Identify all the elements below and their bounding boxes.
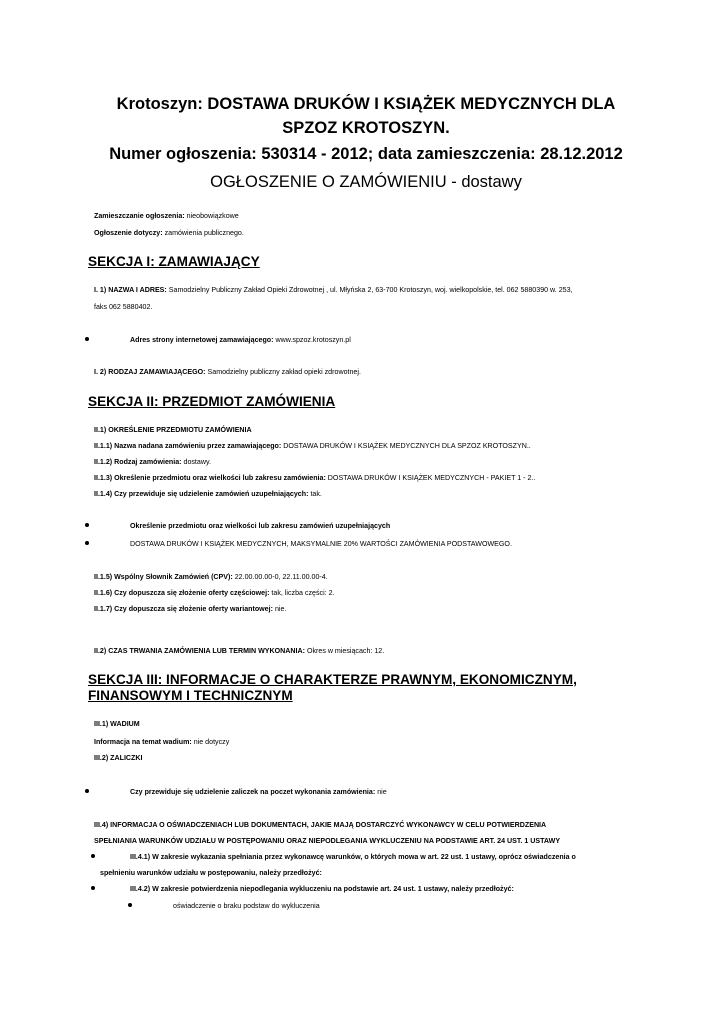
- row-ii-1-5-label: II.1.5) Wspólny Słownik Zamówień (CPV):: [94, 573, 233, 581]
- row-iii-4-line-1: [94, 820, 546, 830]
- fax-row: faks 062 5880402.: [94, 303, 153, 311]
- supplementary-value: DOSTAWA DRUKÓW I KSIĄŻEK MEDYCZNYCH, MAKSYMALNIE 20% WARTOŚCI ZAMÓWIENIA PODSTAWOWEGO.: [130, 540, 512, 548]
- type-value: Samodzielny publiczny zakład opieki zdrowotnej.: [207, 368, 361, 376]
- row-ii-1-4-label: II.1.4) Czy przewiduje się udzielenie zamówień uzupełniających:: [94, 490, 309, 498]
- bullet-icon: [85, 523, 89, 527]
- row-iii-4-line-2-text: SPEŁNIANIA WARUNKÓW UDZIAŁU W POSTĘPOWANIU ORAZ NIEPODLEGANIA WYKLUCZENIU NA PODSTAWIE ART. 24 UST. 1 USTAWY: [94, 837, 561, 845]
- row-ii-1-3: [94, 473, 535, 483]
- supplementary-heading-text: Określenie przedmiotu oraz wielkości lub zakresu zamówień uzupełniających: [130, 522, 391, 530]
- row-ii-1-2-value: dostawy.: [183, 458, 211, 466]
- row-iii-2-text: III.2) ZALICZKI: [94, 754, 143, 762]
- row-ii-1-2-label: II.1.2) Rodzaj zamówienia:: [94, 458, 182, 466]
- advance-row: [130, 787, 387, 797]
- row-ii-1-1-value: DOSTAWA DRUKÓW I KSIĄŻEK MEDYCZNYCH DLA SPZOZ KROTOSZYN..: [283, 442, 531, 450]
- row-ii-1-4: [94, 489, 322, 499]
- row-iii-4-line-1-text: III.4) INFORMACJA O OŚWIADCZENIACH LUB DOKUMENTACH, JAKIE MAJĄ DOSTARCZYĆ WYKONAWCY W CELU POTWIERDZENIA: [94, 821, 547, 829]
- website-value: www.spzoz.krotoszyn.pl: [275, 336, 351, 344]
- row-iii-4-1-line-2-text: spełnieniu warunków udziału w postępowaniu, należy przedłożyć:: [100, 869, 322, 877]
- placement-value: nieobowiązkowe: [186, 212, 239, 220]
- name-address-label: I. 1) NAZWA I ADRES:: [94, 286, 167, 294]
- row-ii-1-1-label: II.1.1) Nazwa nadana zamówieniu przez zamawiającego:: [94, 442, 282, 450]
- wadium-row: [94, 737, 229, 747]
- wadium-value: nie dotyczy: [193, 738, 230, 746]
- row-iii-4-1-line-1: [130, 852, 576, 862]
- bullet-icon: [85, 541, 89, 545]
- bullet-icon: [128, 903, 132, 907]
- row-iii-4-1-line-1-text: III.4.1) W zakresie wykazania spełniania przez wykonawcę warunków, o których mowa w art. 22 ust. 1 ustawy, oprócz oświadczenia o: [130, 853, 576, 861]
- concerns-value: zamówienia publicznego.: [164, 229, 244, 237]
- announcement-type: OGŁOSZENIE O ZAMÓWIENIU - dostawy: [210, 173, 522, 191]
- document-title: [80, 92, 652, 140]
- supplementary-heading: [130, 521, 390, 531]
- row-ii-1-6-label: II.1.6) Czy dopuszcza się złożenie oferty częściowej:: [94, 589, 270, 597]
- row-ii-1-2: [94, 457, 211, 467]
- subject-heading-text: II.1) OKREŚLENIE PRZEDMIOTU ZAMÓWIENIA: [94, 426, 252, 434]
- announcement-number: Numer ogłoszenia: 530314 - 2012; data zamieszczenia: 28.12.2012: [109, 145, 623, 163]
- subject-heading: [94, 425, 252, 435]
- row-ii-1-7-value: nie.: [274, 605, 287, 613]
- type-label: I. 2) RODZAJ ZAMAWIAJĄCEGO:: [94, 368, 206, 376]
- row-iii-4-2: [130, 884, 514, 894]
- wadium-label: Informacja na temat wadium:: [94, 738, 192, 746]
- website-label: Adres strony internetowej zamawiającego:: [130, 336, 274, 344]
- type-row: [94, 367, 361, 377]
- bullet-icon: [85, 789, 89, 793]
- row-ii-1-5: [94, 572, 328, 582]
- row-iii-1: [94, 719, 140, 729]
- bullet-icon: [85, 337, 89, 341]
- row-ii-1-1: [94, 441, 531, 451]
- row-ii-2-value: Okres w miesiącach: 12.: [306, 647, 385, 655]
- placement-row: [94, 211, 239, 221]
- concerns-label: Ogłoszenie dotyczy:: [94, 229, 163, 237]
- section-3-heading-line-2: FINANSOWYM I TECHNICZNYM: [88, 688, 293, 703]
- row-iii-1-text: III.1) WADIUM: [94, 720, 140, 728]
- placement-label: Zamieszczanie ogłoszenia:: [94, 212, 185, 220]
- name-address-row: [94, 285, 573, 295]
- concerns-row: [94, 228, 244, 238]
- name-address-value: Samodzielny Publiczny Zakład Opieki Zdrowotnej , ul. Młyńska 2, 63-700 Krotoszyn, woj. wielkopolskie, tel. 062 5880390 w. 253,: [168, 286, 573, 294]
- row-ii-1-5-value: 22.00.00.00-0, 22.11.00.00-4.: [234, 573, 328, 581]
- bullet-icon: [91, 854, 95, 858]
- row-ii-1-7-label: II.1.7) Czy dopuszcza się złożenie oferty wariantowej:: [94, 605, 273, 613]
- row-ii-2: [94, 646, 384, 656]
- row-ii-1-6-value: tak, liczba części: 2.: [271, 589, 335, 597]
- advance-label: Czy przewiduje się udzielenie zaliczek na poczet wykonania zamówienia:: [130, 788, 376, 796]
- row-ii-1-3-label: II.1.3) Określenie przedmiotu oraz wielkości lub zakresu zamówienia:: [94, 474, 326, 482]
- row-iii-4-line-2: [94, 836, 560, 846]
- advance-value: nie: [377, 788, 387, 796]
- row-ii-1-3-value: DOSTAWA DRUKÓW I KSIĄŻEK MEDYCZNYCH - PAKIET 1 - 2..: [327, 474, 536, 482]
- row-ii-1-6: [94, 588, 335, 598]
- website-row: [130, 335, 351, 345]
- row-iii-4-2-text: III.4.2) W zakresie potwierdzenia niepodlegania wykluczeniu na podstawie art. 24 ust. 1 ustawy, należy przedłożyć:: [130, 885, 514, 893]
- row-ii-1-7: [94, 604, 286, 614]
- title-line-1: Krotoszyn: DOSTAWA DRUKÓW I KSIĄŻEK MEDYCZNYCH DLA: [116, 95, 616, 113]
- row-iii-2: [94, 753, 142, 763]
- row-iii-4-2-item: oświadczenie o braku podstaw do wykluczenia: [173, 902, 320, 910]
- bullet-icon: [91, 886, 95, 890]
- section-2-heading: SEKCJA II: PRZEDMIOT ZAMÓWIENIA: [88, 394, 336, 409]
- section-1-heading: SEKCJA I: ZAMAWIAJĄCY: [88, 254, 260, 269]
- title-line-1b: SPZOZ KROTOSZYN.: [282, 119, 450, 137]
- row-ii-1-4-value: tak.: [310, 490, 322, 498]
- section-3-heading-line-1: SEKCJA III: INFORMACJE O CHARAKTERZE PRAWNYM, EKONOMICZNYM,: [88, 672, 577, 687]
- row-ii-2-label: II.2) CZAS TRWANIA ZAMÓWIENIA LUB TERMIN WYKONANIA:: [94, 647, 305, 655]
- row-iii-4-1-line-2: [100, 868, 322, 878]
